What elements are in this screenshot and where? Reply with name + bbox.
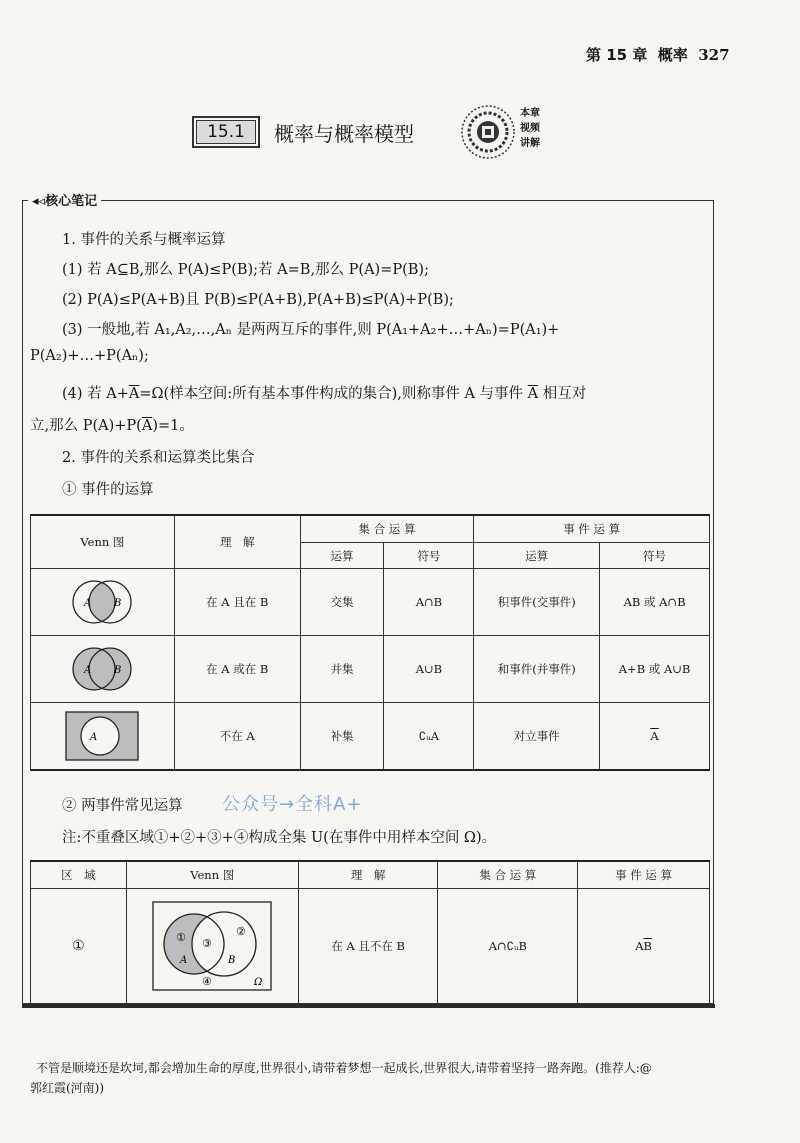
cell-event-symbol: AB 或 A∩B — [600, 569, 710, 636]
venn-label-a: A — [180, 955, 188, 966]
frame-bottom-rule — [22, 1004, 715, 1008]
venn-label-omega: Ω — [254, 977, 263, 988]
note-item-4-line1: (4) 若 $A+\overline{A}=\Omega$(样本空间:所有基本事件构成的集合),则称事件 A 与事件 $\overline{A}$ 相互对 — [62, 386, 587, 402]
event-operations-table — [30, 514, 710, 771]
region-1-label: ① — [176, 931, 187, 944]
subheading-common-operations: ② 两事件常见运算 — [62, 798, 183, 814]
table-row — [31, 703, 710, 771]
footer-line-1: 不管是顺境还是坎坷,都会增加生命的厚度,世界很小,请带着梦想一起成长,世界很大,请带着坚持一路奔跑。(推荐人:@ — [36, 1061, 652, 1075]
header-symbol: 符号 — [384, 543, 474, 569]
section-number: 15.1 — [192, 116, 260, 148]
heading-2: 2. 事件的关系和运算类比集合 — [62, 450, 255, 466]
cell-set-op: A∩∁ᵤB — [438, 889, 578, 1004]
cell-event-op: 和事件(并事件) — [474, 636, 600, 703]
table-row — [31, 636, 710, 703]
header-symbol2: 符号 — [600, 543, 710, 569]
video-label: 本章 视频 讲解 — [520, 108, 540, 149]
note-item-3-line1: (3) 一般地,若 A₁,A₂,…,Aₙ 是两两互斥的事件,则 P(A₁+A₂+…+Aₙ)=P(A₁)+ — [62, 322, 560, 338]
qr-code-icon[interactable] — [460, 104, 516, 160]
table-row — [31, 569, 710, 636]
cell-event-symbol: A+B 或 A∪B — [600, 636, 710, 703]
venn-label-a: A — [84, 665, 92, 676]
venn-complement — [31, 703, 175, 771]
region-3-label: ③ — [202, 937, 213, 950]
venn-regions — [126, 889, 298, 1004]
venn-intersection — [31, 569, 175, 636]
header-event-ops: 事 件 运 算 — [474, 515, 710, 543]
venn-label-a: A — [90, 732, 98, 743]
cell-event-op: 积事件(交事件) — [474, 569, 600, 636]
header-set-op: 集 合 运 算 — [438, 861, 578, 889]
header-op: 运算 — [300, 543, 384, 569]
cell-set-op: 交集 — [300, 569, 384, 636]
cell-set-symbol: A∩B — [384, 569, 474, 636]
header-region: 区 域 — [31, 861, 127, 889]
cell-event-op: 对立事件 — [474, 703, 600, 771]
note-item-4-line2: 立,那么 $P(A)+P(\overline{A})=1$。 — [30, 418, 194, 434]
venn-label-a: A — [84, 598, 92, 609]
chapter-name: 概率 — [657, 46, 688, 64]
venn-union — [31, 636, 175, 703]
running-header — [586, 44, 730, 65]
cell-set-symbol: A∪B — [384, 636, 474, 703]
cell-understand: 不在 A — [174, 703, 300, 771]
chapter-label: 第 15 章 — [586, 46, 648, 64]
venn-label-b: B — [114, 598, 122, 609]
table-row — [31, 889, 710, 1004]
note-item-1: (1) 若 A⊆B,那么 P(A)≤P(B);若 A=B,那么 P(A)=P(B); — [62, 262, 429, 278]
common-operations-table — [30, 860, 710, 1004]
header-op2: 运算 — [474, 543, 600, 569]
cell-understand: 在 A 且不在 B — [298, 889, 438, 1004]
footer-quote — [30, 1058, 726, 1098]
region-4-label: ④ — [202, 975, 213, 988]
header-event-op: 事 件 运 算 — [578, 861, 710, 889]
note-item-2: (2) P(A)≤P(A+B)且 P(B)≤P(A+B),P(A+B)≤P(A)+P(B); — [62, 292, 454, 308]
cell-understand: 在 A 且在 B — [174, 569, 300, 636]
watermark: 公众号→全科A+ — [222, 794, 363, 815]
header-understand: 理 解 — [298, 861, 438, 889]
cell-set-symbol: ∁ᵤA — [384, 703, 474, 771]
header-venn: Venn 图 — [31, 515, 175, 569]
cell-set-op: 补集 — [300, 703, 384, 771]
region-2-label: ② — [236, 925, 247, 938]
speaker-icon: ◂◃ — [32, 194, 46, 209]
subheading-event-operations: ① 事件的运算 — [62, 482, 154, 498]
note-item-3-line2: P(A₂)+…+P(Aₙ); — [30, 348, 149, 364]
page-number: 327 — [698, 46, 730, 64]
note-regions: 注:不重叠区域①+②+③+④构成全集 U(在事件中用样本空间 Ω)。 — [62, 830, 497, 846]
cell-event-symbol: $\overline{A}$ — [600, 703, 710, 771]
cell-understand: 在 A 或在 B — [174, 636, 300, 703]
header-set-ops: 集 合 运 算 — [300, 515, 474, 543]
header-understand: 理 解 — [174, 515, 300, 569]
footer-line-2: 郭红霞(河南)) — [30, 1081, 105, 1095]
header-venn: Venn 图 — [126, 861, 298, 889]
venn-label-b: B — [114, 665, 122, 676]
cell-region: ① — [31, 889, 127, 1004]
section-title: 概率与概率模型 — [274, 122, 414, 146]
core-notes-badge: ◂◃核心笔记 — [28, 190, 101, 209]
heading-1: 1. 事件的关系与概率运算 — [62, 232, 226, 248]
venn-label-b: B — [228, 955, 236, 966]
cell-event-op: $A\overline{B}$ — [578, 889, 710, 1004]
cell-set-op: 并集 — [300, 636, 384, 703]
